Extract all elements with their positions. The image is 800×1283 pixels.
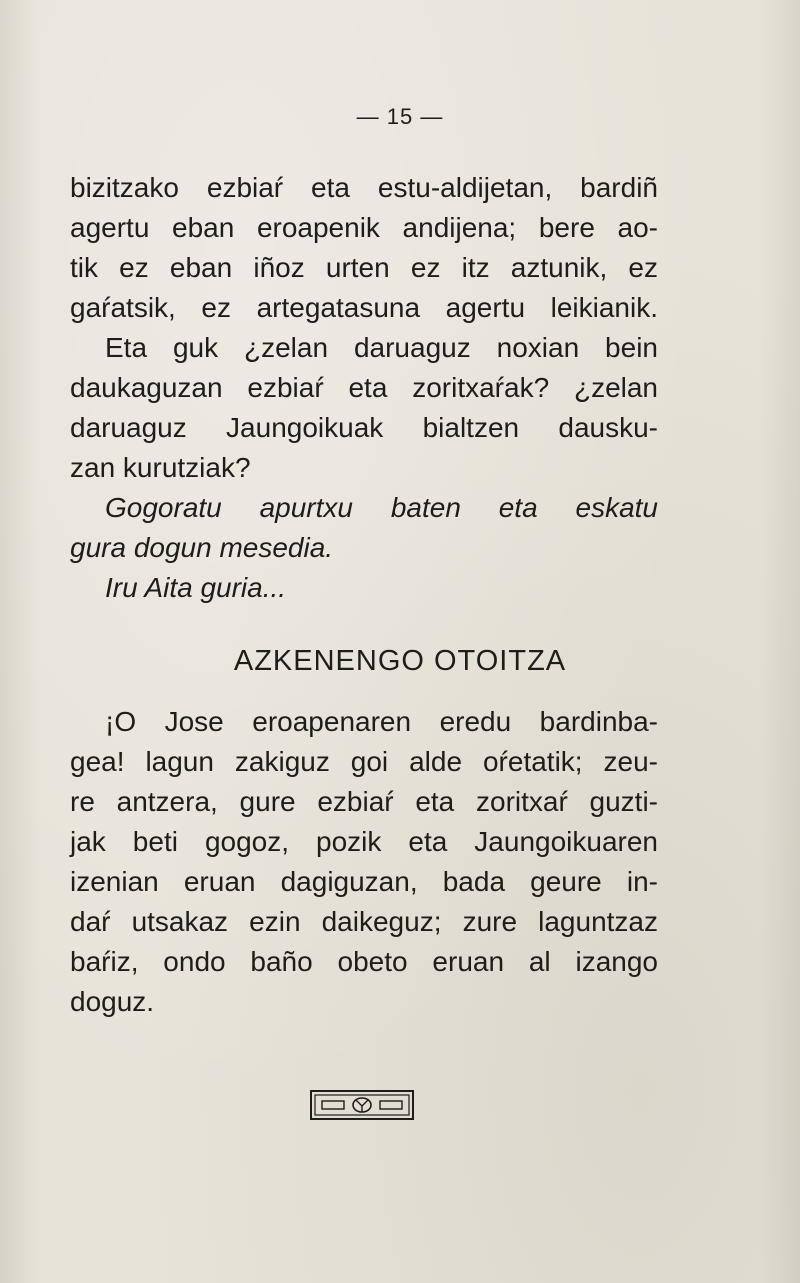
text-line: Iru Aita guria... — [105, 572, 287, 603]
text-line: re antzera, gure ezbiaŕ eta zoritxaŕ guzti- — [70, 786, 658, 817]
text-line: gea! lagun zakiguz goi alde oŕetatik; zeu- — [70, 746, 658, 777]
prayer-paragraph — [70, 702, 658, 1022]
text-line: bizitzako ezbiaŕ eta estu-aldijetan, bardiñ — [70, 172, 658, 203]
text-line: agertu eban eroapenik andijena; bere ao- — [70, 212, 658, 243]
text-line: daukaguzan ezbiaŕ eta zoritxaŕak? ¿zelan — [70, 372, 658, 403]
text-line: baŕiz, ondo baño obeto eruan al izango — [70, 946, 658, 977]
text-line: ¡O Jose eroapenaren eredu bardinba- — [105, 706, 658, 737]
text-line: daŕ utsakaz ezin daikeguz; zure laguntzaz — [70, 906, 658, 937]
paragraph-question — [70, 328, 658, 488]
italic-instruction — [70, 488, 658, 608]
paragraph-continuation — [70, 168, 658, 328]
text-line: daruaguz Jaungoikuak bialtzen dausku- — [70, 412, 658, 443]
text-line: tik ez eban iñoz urten ez itz aztunik, ez — [70, 252, 658, 283]
text-line: gaŕatsik, ez artegatasuna agertu leikianik. — [70, 292, 658, 323]
text-line: Gogoratu apurtxu baten eta eskatu — [105, 492, 658, 523]
section-heading: AZKENENGO OTOITZA — [233, 645, 567, 677]
text-line: doguz. — [70, 986, 155, 1017]
page-number: — 15 — — [356, 104, 444, 129]
text-line: gura dogun mesedia. — [70, 532, 334, 563]
text-line: izenian eruan dagiguzan, bada geure in- — [70, 866, 658, 897]
text-line: Eta guk ¿zelan daruaguz noxian bein — [105, 332, 658, 363]
text-line: zan kurutziak? — [70, 452, 251, 483]
text-line: jak beti gogoz, pozik eta Jaungoikuaren — [70, 826, 658, 857]
ornament-icon — [310, 1090, 414, 1120]
